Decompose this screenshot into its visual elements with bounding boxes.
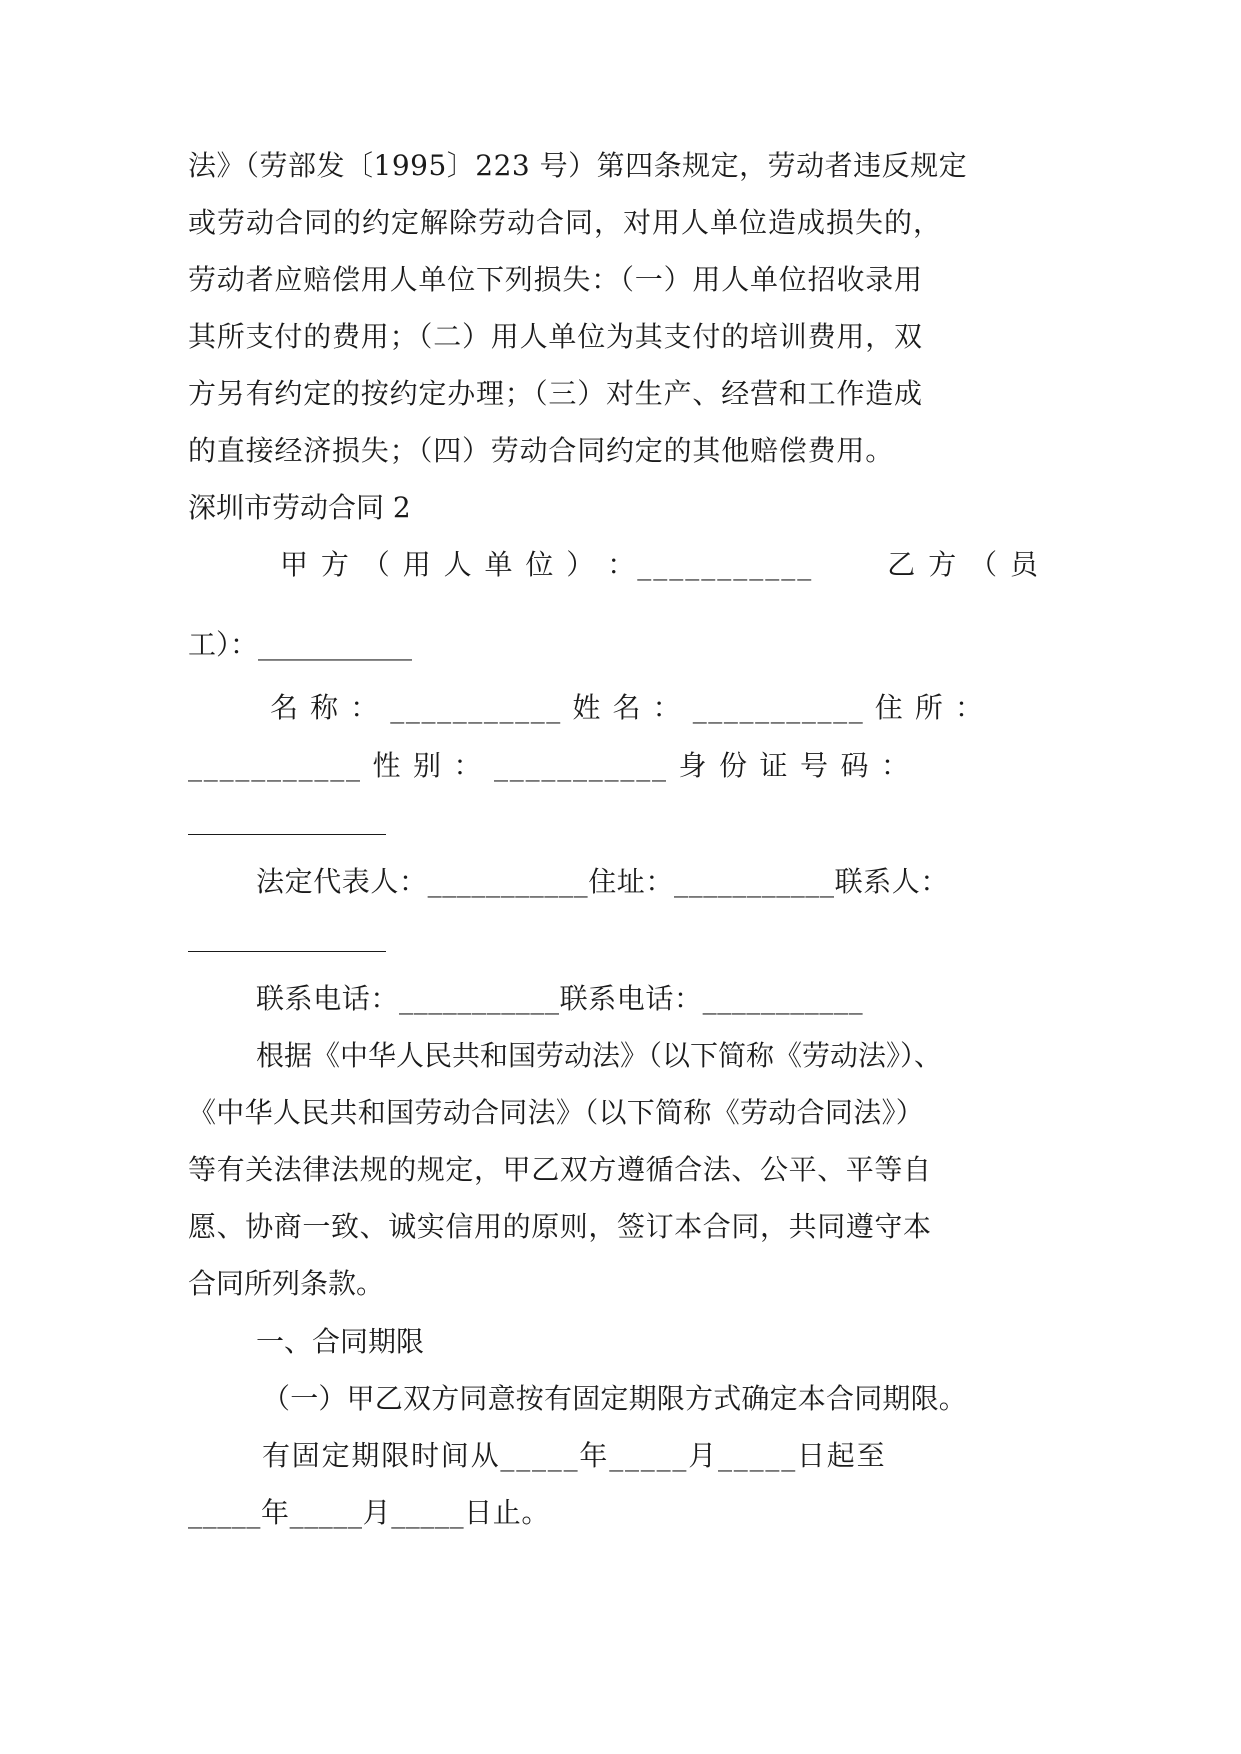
text-run: 法》（劳部发〔1995〕223 号）第四条规定，劳动者违反规定 xyxy=(188,149,968,182)
party-line-a xyxy=(280,545,1040,585)
representative-fields: 法定代表人：___________住址：___________联系人： xyxy=(256,865,950,898)
text-run: 根据《中华人民共和国劳动法》（以下简称《劳动法》）、 xyxy=(256,1039,943,1072)
body-line xyxy=(188,374,923,414)
term-end-fields: _____年_____月_____日止。 xyxy=(188,1496,551,1529)
item-text: （一）甲乙双方同意按有固定期限方式确定本合同期限。 xyxy=(262,1382,968,1415)
text-run: 或劳动合同的约定解除劳动合同，对用人单位造成损失的， xyxy=(188,206,943,239)
preamble-line xyxy=(188,1207,932,1247)
party-line-gender-id xyxy=(188,746,911,786)
phone-fields: 联系电话：___________联系电话：___________ xyxy=(256,982,864,1015)
term-line xyxy=(262,1436,886,1476)
preamble-line xyxy=(188,1093,924,1133)
preamble-line xyxy=(188,1264,384,1304)
term-start-fields: 有固定期限时间从_____年_____月_____日起至 xyxy=(262,1439,887,1472)
preamble-line xyxy=(188,1150,932,1190)
party-a-label: 甲 方 （ 用 人 单 位 ） ：___________ xyxy=(280,548,814,581)
party-line-name xyxy=(270,688,985,728)
section-item xyxy=(262,1379,967,1419)
party-b-label: 乙 方 （ 员 xyxy=(887,548,1040,581)
party-b-employee-field: 工）：___________ xyxy=(188,628,413,661)
body-line xyxy=(188,317,923,357)
text-run: 的直接经济损失；（四）劳动合同约定的其他赔偿费用。 xyxy=(188,434,895,467)
text-run: 《中华人民共和国劳动合同法》（以下简称《劳动合同法》） xyxy=(188,1096,925,1129)
contact-person-blank xyxy=(188,951,386,952)
text-run: 合同所列条款。 xyxy=(188,1267,385,1300)
party-line-representative xyxy=(256,862,949,902)
name-fields: 名 称 ： ___________ 姓 名 ： ___________ 住 所 ： xyxy=(270,691,985,724)
title-text: 深圳市劳动合同 2 xyxy=(188,491,411,524)
document-title xyxy=(188,488,411,528)
text-run: 愿、协商一致、诚实信用的原则，签订本合同，共同遵守本 xyxy=(188,1210,932,1243)
text-run: 方另有约定的按约定办理；（三）对生产、经营和工作造成 xyxy=(188,377,923,410)
text-run: 等有关法律法规的规定，甲乙双方遵循合法、公平、平等自 xyxy=(188,1153,932,1186)
body-line xyxy=(188,146,967,186)
gender-id-fields: ___________ 性 别 ： ___________ 身 份 证 号 码 ： xyxy=(188,749,911,782)
body-line xyxy=(188,203,942,243)
party-line-phone xyxy=(256,979,863,1019)
body-line xyxy=(188,431,894,471)
term-line xyxy=(188,1493,550,1533)
party-line-b xyxy=(188,625,412,665)
text-run: 劳动者应赔偿用人单位下列损失：（一）用人单位招收录用 xyxy=(188,263,923,296)
id-number-blank xyxy=(188,834,386,835)
text-run: 其所支付的费用；（二）用人单位为其支付的培训费用，双 xyxy=(188,320,923,353)
body-line xyxy=(188,260,923,300)
preamble-line xyxy=(256,1036,942,1076)
section-heading xyxy=(256,1322,424,1362)
heading-text: 一、合同期限 xyxy=(256,1325,425,1358)
